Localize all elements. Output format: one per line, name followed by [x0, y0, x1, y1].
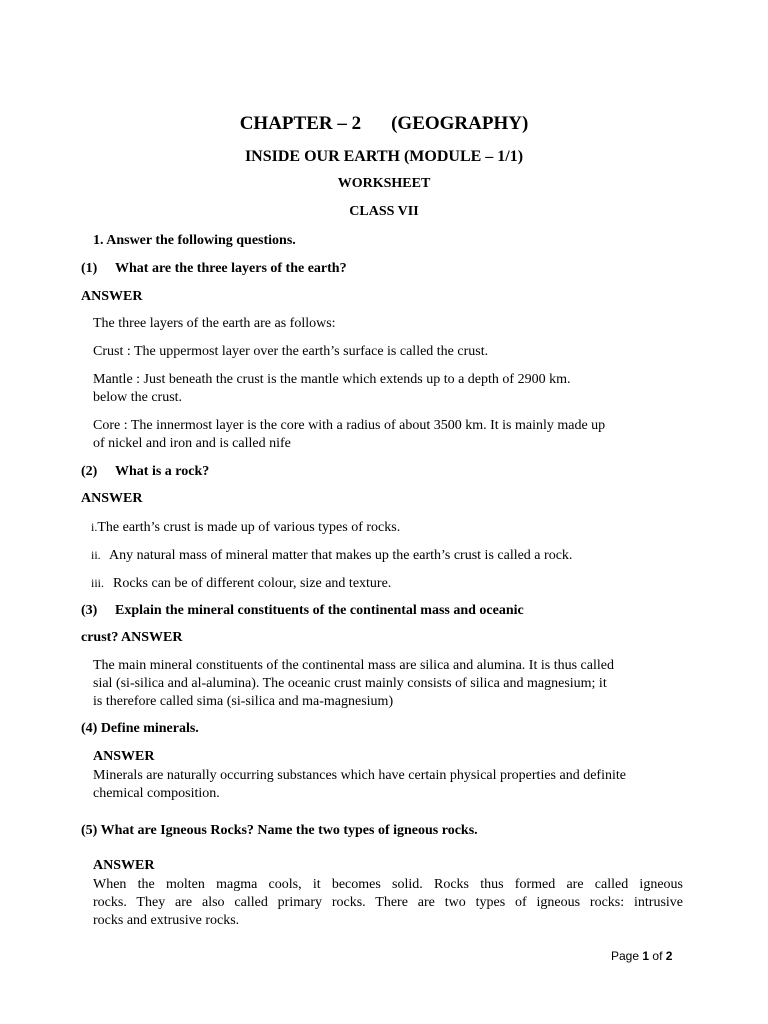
chapter-title	[0, 113, 768, 135]
answer-line: rocks and extrusive rocks.	[93, 913, 240, 928]
answer-line: of nickel and iron and is called nife	[93, 436, 291, 451]
question-number: (1)	[81, 261, 98, 276]
question-text: What is a rock?	[115, 464, 210, 479]
chapter-subject: (GEOGRAPHY)	[391, 113, 529, 134]
list-marker: ii.	[91, 548, 101, 562]
worksheet-title: WORKSHEET	[337, 176, 431, 191]
answer-line: The main mineral constituents of the continental mass are silica and alumina. It is thus called	[93, 658, 614, 673]
of-word: of	[652, 949, 663, 963]
current-page: 1	[642, 949, 650, 963]
answer-label: ANSWER	[93, 749, 155, 764]
list-item	[91, 546, 572, 565]
total-pages: 2	[665, 949, 673, 963]
list-item	[91, 518, 400, 537]
list-text: The earth’s crust is made up of various types of rocks.	[97, 520, 401, 535]
page-word: Page	[611, 949, 640, 963]
list-item	[91, 574, 391, 593]
section-heading: 1. Answer the following questions.	[93, 233, 296, 248]
answer-line: rocks. They are also called primary rocks. There are two types of igneous rocks: intrusive	[93, 895, 683, 910]
answer-line: below the crust.	[93, 390, 183, 405]
question-number: (3)	[81, 603, 98, 618]
question-text: Explain the mineral constituents of the continental mass and oceanic	[115, 603, 524, 618]
question-5: (5) What are Igneous Rocks? Name the two types of igneous rocks.	[81, 823, 478, 838]
answer-label: ANSWER	[81, 491, 143, 506]
answer-line: Crust : The uppermost layer over the earth’s surface is called the crust.	[93, 344, 489, 359]
answer-line: The three layers of the earth are as follows:	[93, 316, 336, 331]
answer-label: ANSWER	[81, 289, 143, 304]
question-text: What are the three layers of the earth?	[115, 261, 347, 276]
page-number-footer	[611, 949, 672, 963]
answer-line: When the molten magma cools, it becomes solid. Rocks thus formed are called igneous	[93, 877, 683, 892]
answer-line: is therefore called sima (si-silica and ma-magnesium)	[93, 694, 394, 709]
question-number: (2)	[81, 464, 98, 479]
answer-line: sial (si-silica and al-alumina). The oceanic crust mainly consists of silica and magnesium; it	[93, 676, 607, 691]
answer-label: ANSWER	[93, 858, 155, 873]
list-marker: i.	[91, 520, 98, 534]
question-2	[81, 463, 209, 481]
chapter-number: CHAPTER – 2	[239, 113, 362, 134]
class-title: CLASS VII	[349, 204, 419, 219]
question-3	[81, 602, 524, 620]
answer-line: chemical composition.	[93, 786, 220, 801]
module-title: INSIDE OUR EARTH (MODULE – 1/1)	[244, 148, 524, 165]
answer-line: Mantle : Just beneath the crust is the mantle which extends up to a depth of 2900 km.	[93, 372, 571, 387]
list-marker: iii.	[91, 576, 105, 590]
answer-line: Minerals are naturally occurring substances which have certain physical properties and definite	[93, 768, 626, 783]
list-text: Rocks can be of different colour, size and texture.	[113, 576, 392, 591]
answer-line: Core : The innermost layer is the core with a radius of about 3500 km. It is mainly made up	[93, 418, 606, 433]
question-4: (4) Define minerals.	[81, 721, 199, 736]
question-text-continued: crust? ANSWER	[81, 630, 183, 645]
question-1	[81, 260, 347, 278]
list-text: Any natural mass of mineral matter that makes up the earth’s crust is called a rock.	[109, 548, 573, 563]
